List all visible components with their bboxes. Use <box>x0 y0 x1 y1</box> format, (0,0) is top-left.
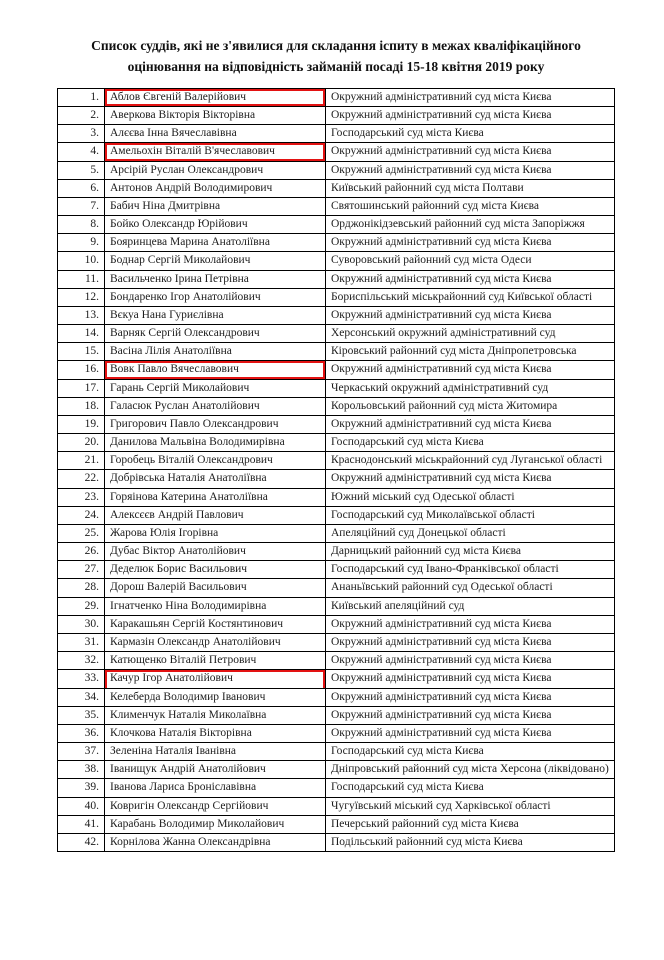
table-row <box>58 452 615 470</box>
row-number: 32. <box>58 652 105 670</box>
table-row <box>58 815 615 833</box>
table-row <box>58 325 615 343</box>
court-name: Ананьївський районний суд Одеської області <box>326 579 615 597</box>
table-row <box>58 488 615 506</box>
table-row <box>58 361 615 379</box>
judge-name: Качур Ігор Анатолійович <box>105 670 326 688</box>
row-number: 41. <box>58 815 105 833</box>
table-row <box>58 470 615 488</box>
judge-name: Галасюк Руслан Анатолійович <box>105 397 326 415</box>
court-name: Краснодонський міськрайонний суд Луганської області <box>326 452 615 470</box>
row-number: 9. <box>58 234 105 252</box>
court-name: Окружний адміністративний суд міста Києва <box>326 634 615 652</box>
judge-name: Бабич Ніна Дмитрівна <box>105 197 326 215</box>
judge-name: Корнілова Жанна Олександрівна <box>105 833 326 851</box>
page-title: Список суддів, які не з'явилися для складання іспиту в межах кваліфікаційного оцінювання на відповідність займаній посаді 15-18 квітня 2019 року <box>91 38 581 74</box>
row-number: 35. <box>58 706 105 724</box>
row-number: 10. <box>58 252 105 270</box>
row-number: 2. <box>58 107 105 125</box>
table-row <box>58 524 615 542</box>
row-number: 8. <box>58 216 105 234</box>
table-row <box>58 288 615 306</box>
judge-name: Зеленіна Наталія Іванівна <box>105 743 326 761</box>
table-row <box>58 597 615 615</box>
court-name: Окружний адміністративний суд міста Києва <box>326 107 615 125</box>
judge-name: Карабань Володимир Миколайович <box>105 815 326 833</box>
row-number: 5. <box>58 161 105 179</box>
court-name: Окружний адміністративний суд міста Києва <box>326 706 615 724</box>
table-row <box>58 107 615 125</box>
table-row <box>58 379 615 397</box>
row-number: 1. <box>58 88 105 106</box>
row-number: 39. <box>58 779 105 797</box>
court-name: Господарський суд Миколаївської області <box>326 506 615 524</box>
judges-table-body <box>58 88 615 851</box>
row-number: 28. <box>58 579 105 597</box>
row-number: 22. <box>58 470 105 488</box>
court-name: Окружний адміністративний суд міста Києва <box>326 415 615 433</box>
highlight-box <box>105 670 326 688</box>
table-row <box>58 434 615 452</box>
row-number: 31. <box>58 634 105 652</box>
table-row <box>58 161 615 179</box>
row-number: 4. <box>58 143 105 161</box>
row-number: 17. <box>58 379 105 397</box>
table-row <box>58 797 615 815</box>
judge-name: Горобець Віталій Олександрович <box>105 452 326 470</box>
court-name: Окружний адміністративний суд міста Києва <box>326 615 615 633</box>
table-row <box>58 179 615 197</box>
table-row <box>58 143 615 161</box>
table-row <box>58 306 615 324</box>
highlight-box <box>105 88 326 106</box>
row-number: 33. <box>58 670 105 688</box>
judge-name: Алексєєв Андрій Павлович <box>105 506 326 524</box>
judge-name: Вовк Павло Вячеславович <box>105 361 326 379</box>
row-number: 30. <box>58 615 105 633</box>
judge-name: Жарова Юлія Ігорівна <box>105 524 326 542</box>
court-name: Окружний адміністративний суд міста Києва <box>326 470 615 488</box>
table-row <box>58 706 615 724</box>
highlight-box <box>105 143 326 161</box>
court-name: Окружний адміністративний суд міста Києва <box>326 688 615 706</box>
row-number: 7. <box>58 197 105 215</box>
table-row <box>58 197 615 215</box>
judge-name: Ковригін Олександр Сергійович <box>105 797 326 815</box>
row-number: 37. <box>58 743 105 761</box>
court-name: Чугуївський міський суд Харківської області <box>326 797 615 815</box>
court-name: Кіровський районний суд міста Дніпропетровська <box>326 343 615 361</box>
row-number: 16. <box>58 361 105 379</box>
row-number: 13. <box>58 306 105 324</box>
court-name: Святошинський районний суд міста Києва <box>326 197 615 215</box>
row-number: 11. <box>58 270 105 288</box>
table-row <box>58 397 615 415</box>
row-number: 42. <box>58 833 105 851</box>
court-name: Дніпровський районний суд міста Херсона (ліквідовано) <box>326 761 615 779</box>
row-number: 40. <box>58 797 105 815</box>
judges-table <box>57 88 615 852</box>
row-number: 36. <box>58 724 105 742</box>
table-row <box>58 88 615 106</box>
table-row <box>58 252 615 270</box>
row-number: 27. <box>58 561 105 579</box>
row-number: 3. <box>58 125 105 143</box>
court-name: Южний міський суд Одеської області <box>326 488 615 506</box>
court-name: Окружний адміністративний суд міста Києва <box>326 161 615 179</box>
judge-name: Клочкова Наталія Вікторівна <box>105 724 326 742</box>
judge-name: Данилова Мальвіна Володимирівна <box>105 434 326 452</box>
table-row <box>58 833 615 851</box>
table-row <box>58 761 615 779</box>
court-name: Окружний адміністративний суд міста Києва <box>326 724 615 742</box>
row-number: 29. <box>58 597 105 615</box>
table-row <box>58 724 615 742</box>
row-number: 14. <box>58 325 105 343</box>
judge-name: Алєєва Інна Вячеславівна <box>105 125 326 143</box>
row-number: 21. <box>58 452 105 470</box>
court-name: Суворовський районний суд міста Одеси <box>326 252 615 270</box>
judge-name: Григорович Павло Олександрович <box>105 415 326 433</box>
row-number: 6. <box>58 179 105 197</box>
judge-name: Деделюк Борис Васильович <box>105 561 326 579</box>
judge-name: Катющенко Віталій Петрович <box>105 652 326 670</box>
row-number: 24. <box>58 506 105 524</box>
court-name: Окружний адміністративний суд міста Києва <box>326 361 615 379</box>
court-name: Дарницький районний суд міста Києва <box>326 543 615 561</box>
court-name: Господарський суд міста Києва <box>326 125 615 143</box>
highlight-box <box>105 361 326 379</box>
court-name: Окружний адміністративний суд міста Києва <box>326 88 615 106</box>
judge-name: Каракашьян Сергій Костянтинович <box>105 615 326 633</box>
table-row <box>58 216 615 234</box>
row-number: 12. <box>58 288 105 306</box>
row-number: 34. <box>58 688 105 706</box>
judge-name: Іванищук Андрій Анатолійович <box>105 761 326 779</box>
row-number: 23. <box>58 488 105 506</box>
court-name: Господарський суд міста Києва <box>326 779 615 797</box>
judge-name: Гарань Сергій Миколайович <box>105 379 326 397</box>
court-name: Корольовський районний суд міста Житомира <box>326 397 615 415</box>
judge-name: Вєкуа Нана Гуриєлівна <box>105 306 326 324</box>
court-name: Київський апеляційний суд <box>326 597 615 615</box>
court-name: Окружний адміністративний суд міста Києва <box>326 652 615 670</box>
table-row <box>58 343 615 361</box>
judge-name: Дорош Валерій Васильович <box>105 579 326 597</box>
court-name: Господарський суд міста Києва <box>326 434 615 452</box>
row-number: 15. <box>58 343 105 361</box>
court-name: Апеляційний суд Донецької області <box>326 524 615 542</box>
court-name: Окружний адміністративний суд міста Києва <box>326 143 615 161</box>
judge-name: Бондаренко Ігор Анатолійович <box>105 288 326 306</box>
table-row <box>58 634 615 652</box>
table-row <box>58 543 615 561</box>
judge-name: Антонов Андрій Володимирович <box>105 179 326 197</box>
judge-name: Бояринцева Марина Анатоліївна <box>105 234 326 252</box>
court-name: Бориспільський міськрайонний суд Київської області <box>326 288 615 306</box>
table-row <box>58 615 615 633</box>
court-name: Господарський суд Івано-Франківської області <box>326 561 615 579</box>
table-row <box>58 125 615 143</box>
judge-name: Кармазін Олександр Анатолійович <box>105 634 326 652</box>
table-row <box>58 506 615 524</box>
court-name: Господарський суд міста Києва <box>326 743 615 761</box>
row-number: 38. <box>58 761 105 779</box>
table-row <box>58 234 615 252</box>
judge-name: Аблов Євгеній Валерійович <box>105 88 326 106</box>
judge-name: Аверкова Вікторія Вікторівна <box>105 107 326 125</box>
table-row <box>58 743 615 761</box>
judge-name: Добрівська Наталія Анатоліївна <box>105 470 326 488</box>
judge-name: Васіна Лілія Анатоліївна <box>105 343 326 361</box>
table-row <box>58 561 615 579</box>
row-number: 26. <box>58 543 105 561</box>
row-number: 20. <box>58 434 105 452</box>
judge-name: Варняк Сергій Олександрович <box>105 325 326 343</box>
court-name: Печерський районний суд міста Києва <box>326 815 615 833</box>
court-name: Окружний адміністративний суд міста Києва <box>326 234 615 252</box>
table-row <box>58 779 615 797</box>
row-number: 25. <box>58 524 105 542</box>
table-row <box>58 579 615 597</box>
table-row <box>58 670 615 688</box>
judge-name: Арсірій Руслан Олександрович <box>105 161 326 179</box>
court-name: Подільський районний суд міста Києва <box>326 833 615 851</box>
table-row <box>58 688 615 706</box>
court-name: Орджонікідзевський районний суд міста Запоріжжя <box>326 216 615 234</box>
court-name: Черкаський окружний адміністративний суд <box>326 379 615 397</box>
judge-name: Боднар Сергій Миколайович <box>105 252 326 270</box>
judge-name: Іванова Лариса Броніславівна <box>105 779 326 797</box>
court-name: Херсонський окружний адміністративний суд <box>326 325 615 343</box>
row-number: 18. <box>58 397 105 415</box>
table-row <box>58 415 615 433</box>
table-row <box>58 270 615 288</box>
judge-name: Амельохін Віталій В'ячеславович <box>105 143 326 161</box>
court-name: Київський районний суд міста Полтави <box>326 179 615 197</box>
judge-name: Васильченко Ірина Петрівна <box>105 270 326 288</box>
table-row <box>58 652 615 670</box>
court-name: Окружний адміністративний суд міста Києва <box>326 270 615 288</box>
judge-name: Келеберда Володимир Іванович <box>105 688 326 706</box>
judge-name: Бойко Олександр Юрійович <box>105 216 326 234</box>
judge-name: Горяінова Катерина Анатоліївна <box>105 488 326 506</box>
court-name: Окружний адміністративний суд міста Києва <box>326 306 615 324</box>
judge-name: Клименчук Наталія Миколаївна <box>105 706 326 724</box>
judge-name: Ігнатченко Ніна Володимирівна <box>105 597 326 615</box>
row-number: 19. <box>58 415 105 433</box>
judge-name: Дубас Віктор Анатолійович <box>105 543 326 561</box>
court-name: Окружний адміністративний суд міста Києва <box>326 670 615 688</box>
